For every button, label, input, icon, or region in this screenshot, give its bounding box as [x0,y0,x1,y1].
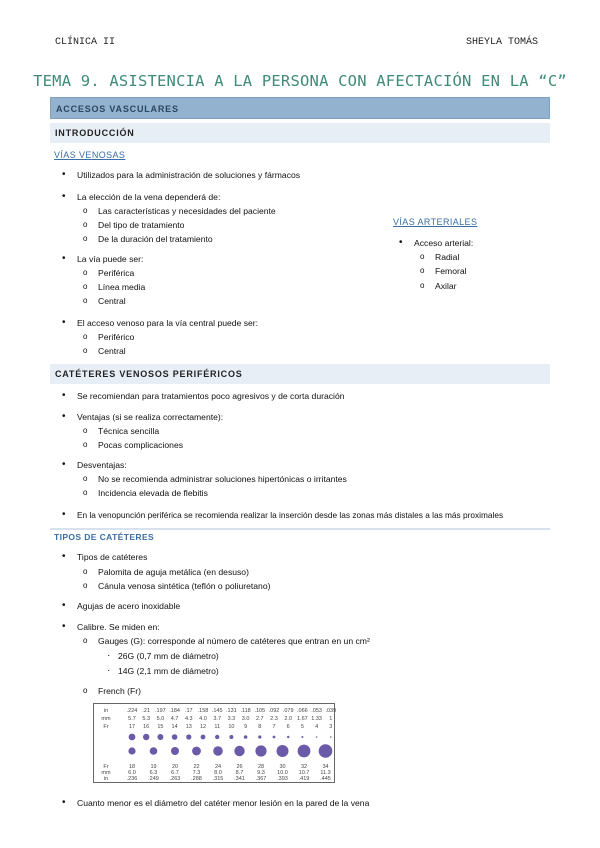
fr-label: 5 [300,724,304,730]
list-item: o Cánula venosa sintética (teflón o poliuretano) [98,580,270,592]
in-label: .315 [212,776,224,782]
list-item: o Gauges (G): corresponde al número de catéteres que entran en un cm² [98,635,370,647]
list-item: • Ventajas (si se realiza correctamente): [77,411,223,423]
gauge-dot [157,734,163,740]
gauge-dot [186,734,191,739]
in-label: .184 [169,708,180,714]
fr-label: 18 [128,764,136,770]
gauge-dot [258,735,261,738]
mm-label: 3.7 [213,716,222,722]
list-item: • La vía puede ser: [77,253,143,265]
in-label: .105 [254,708,266,714]
mm-label: 5.7 [128,716,136,722]
mm-label: 3.3 [227,716,236,722]
fr-label: 22 [193,764,200,770]
list-item: • El acceso venoso para la vía central puede ser: [77,317,258,329]
fr-label: 9 [244,724,248,730]
mm-label: 10.0 [277,770,288,776]
fr-label: 20 [171,764,179,770]
mm-label: 5.3 [142,716,151,722]
in-label: .367 [255,776,267,782]
in-label: .249 [148,776,159,782]
in-label: .419 [298,776,310,782]
row-label: Fr [103,724,109,730]
in-label: .092 [268,708,280,714]
gauge-dot [171,747,179,755]
fr-label: 28 [257,764,265,770]
subheading-vias-arteriales: VÍAS ARTERIALES [393,217,478,227]
gauge-dot [316,736,318,738]
mm-label: 11.3 [320,770,331,776]
list-item: o Axilar [435,280,457,292]
fr-label: 4 [315,724,319,730]
gauge-dot [273,736,276,739]
list-item: · 26G (0,7 mm de diámetro) [118,650,219,662]
list-item: o Incidencia elevada de flebitis [98,487,208,499]
list-item: o Técnica sencilla [98,425,159,437]
list-item: • Utilizados para la administración de soluciones y fármacos [77,169,300,181]
list-item: • Desventajas: [77,459,127,471]
gauge-dot [192,747,201,756]
fr-label: 11 [214,724,221,730]
row-label: in [103,708,109,714]
fr-label: 6 [286,724,290,730]
mm-label: 8.7 [235,770,244,776]
subheading-tipos: TIPOS DE CATÉTERES [54,532,155,542]
mm-label: 8.0 [214,770,222,776]
in-label: .341 [234,776,245,782]
in-label: .066 [297,708,308,714]
section-heading-introduccion: INTRODUCCIÓN [50,123,550,143]
fr-label: 17 [128,724,136,730]
gauge-dot [213,746,223,756]
in-label: .118 [240,708,251,714]
gauge-dot [277,745,289,757]
gauge-dot [172,734,178,740]
list-item: • Acceso arterial: [414,237,473,249]
list-item: o Radial [435,251,459,263]
fr-label: 24 [214,764,222,770]
in-label: .17 [184,708,193,714]
mm-label: 1.67 [297,716,308,722]
fr-label: 19 [150,764,157,770]
fr-label: 32 [300,764,308,770]
row-label: Fr [103,764,109,770]
divider [50,528,550,530]
in-label: .145 [211,708,223,714]
list-item: o Del tipo de tratamiento [98,219,184,231]
fr-label: 15 [157,724,164,730]
gauge-dot [128,747,135,754]
list-item: o Pocas complicaciones [98,439,183,451]
gauge-dot [301,736,303,738]
mm-label: 3.0 [241,716,250,722]
mm-label: 7.3 [192,770,201,776]
fr-label: 14 [171,724,178,730]
mm-label: 4.3 [184,716,193,722]
in-label: .197 [155,708,166,714]
fr-label: 30 [279,764,286,770]
list-item: • Cuanto menor es el diámetro del catéter menor lesión en la pared de la vena [77,797,369,809]
gauge-dot [234,746,244,756]
gauge-dot [298,745,311,758]
gauge-dot [255,745,266,756]
in-label: .445 [320,776,331,782]
french-scale-chart [93,703,335,783]
fr-label: 8 [258,724,262,730]
in-label: .079 [282,708,294,714]
section-heading-accesos: ACCESOS VASCULARES [50,97,550,119]
list-item: • Tipos de catéteres [77,551,147,563]
mm-label: 6.0 [128,770,136,776]
mm-label: 9.3 [257,770,265,776]
list-item: o Periférico [98,331,134,343]
list-item: o Periférica [98,267,134,279]
list-item: • La elección de la vena dependerá de: [77,191,220,203]
list-item: o Palomita de aguja metálica (en desuso) [98,566,249,578]
fr-label: 10 [228,724,235,730]
page-title: TEMA 9. ASISTENCIA A LA PERSONA CON AFECTACIÓN EN LA “C” [33,72,567,90]
list-item: o Central [98,345,126,357]
in-label: .21 [142,708,151,714]
list-item: o Las características y necesidades del paciente [98,205,276,217]
list-item: o No se recomienda administrar soluciones hipertónicas o irritantes [98,473,347,485]
gauge-dot [201,735,206,740]
fr-label: 3 [329,724,333,730]
in-label: .053 [311,708,322,714]
in-label: .393 [277,776,288,782]
gauge-dot [244,735,248,739]
header-author: SHEYLA TOMÁS [465,37,538,48]
gauge-dot [229,735,233,739]
gauge-dot [330,736,332,738]
mm-label: 1 [329,716,333,722]
section-heading-cvp: CATÉTERES VENOSOS PERIFÉRICOS [50,364,550,384]
mm-label: 5.0 [156,716,165,722]
in-label: .158 [197,708,209,714]
list-item: • En la venopunción periférica se recomienda realizar la inserción desde las zonas más distales a las más proximales [77,509,503,521]
mm-label: 1.33 [311,716,322,722]
in-label: .288 [191,776,202,782]
fr-label: 13 [185,724,192,730]
list-item: o Línea media [98,281,145,293]
in-label: .131 [226,708,237,714]
list-item: · 14G (2,1 mm de diámetro) [118,665,219,677]
in-label: .224 [126,708,138,714]
subheading-vias-venosas: VÍAS VENOSAS [54,150,126,160]
mm-label: 4.0 [199,716,207,722]
mm-label: 4.7 [170,716,179,722]
row-label: mm [101,770,111,776]
header-course: CLÍNICA II [55,37,116,48]
row-label: in [103,776,109,782]
mm-label: 6.7 [171,770,179,776]
mm-label: 2.7 [255,716,264,722]
fr-label: 16 [143,724,150,730]
in-label: .039 [325,708,337,714]
mm-label: 10.7 [298,770,310,776]
list-item: o French (Fr) [98,685,141,697]
list-item: • Agujas de acero inoxidable [77,600,180,612]
gauge-dot [215,735,219,739]
mm-label: 6.3 [149,770,158,776]
list-item: o De la duración del tratamiento [98,233,213,245]
fr-label: 26 [236,764,243,770]
fr-label: 34 [322,764,329,770]
gauge-dot [319,744,333,758]
gauge-dot [150,747,158,755]
mm-label: 2.0 [284,716,293,722]
list-item: • Se recomiendan para tratamientos poco agresivos y de corta duración [77,390,345,402]
fr-label: 7 [272,724,276,730]
mm-label: 2.3 [270,716,278,722]
in-label: .263 [169,776,181,782]
gauge-dot [143,734,149,740]
list-item: o Femoral [435,265,467,277]
gauge-dot [129,734,136,741]
list-item: • Calibre. Se miden en: [77,621,160,633]
list-item: o Central [98,295,126,307]
row-label: mm [101,716,111,722]
in-label: .236 [126,776,138,782]
fr-label: 12 [199,724,207,730]
gauge-dot [287,736,289,738]
